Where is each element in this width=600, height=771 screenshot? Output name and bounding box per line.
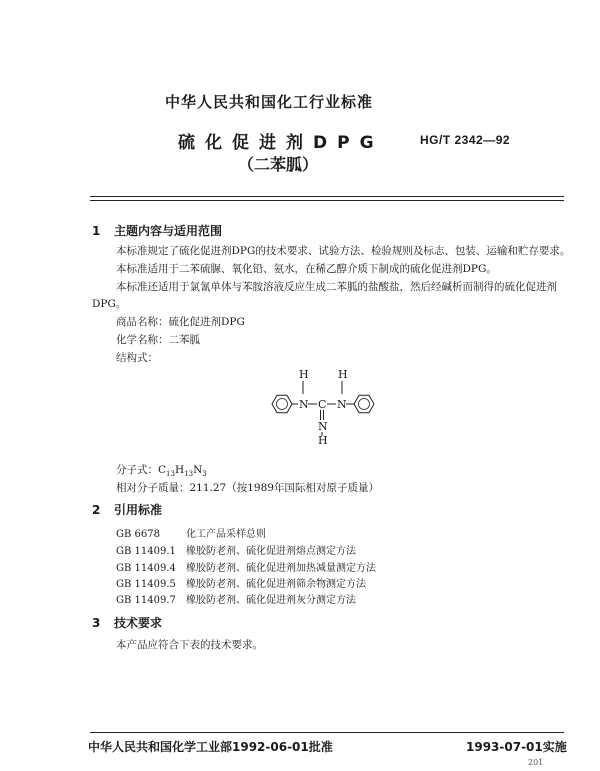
standard-code: HG/T 2342—92	[420, 133, 511, 147]
issuing-authority: 中华人民共和国化学工业部1992-06-01批准	[88, 740, 333, 754]
formula-c-sub: 13	[166, 470, 175, 479]
reference-item	[116, 591, 356, 606]
section-1-paragraph-3-continued: DPG。	[92, 298, 127, 310]
section-1-paragraph-1: 本标准规定了硫化促进剂DPG的技术要求、试验方法、检验规则及标志、包装、运输和贮存要求。	[116, 245, 571, 257]
section-1-paragraph-2: 本标准适用于二苯硫脲、氧化铅、氨水，在稀乙醇介质下制成的硫化促进剂DPG。	[116, 263, 497, 275]
reference-title: 橡胶防老剂、硫化促进剂熔点测定方法	[186, 546, 356, 557]
section-1-paragraph-3: 本标准还适用于氯氰单体与苯胺溶液反应生成二苯胍的盐酸盐，然后经碱析而制得的硫化促进剂	[116, 281, 557, 293]
footer-divider	[90, 732, 564, 733]
section-1-heading	[92, 222, 222, 239]
molecular-formula-prefix: 分子式：	[116, 464, 158, 476]
formula-h-sub: 13	[184, 470, 194, 479]
formula-c: C	[158, 464, 167, 476]
atom-h-bottom: H	[318, 434, 328, 444]
trade-name: 商品名称：硫化促进剂DPG	[116, 316, 245, 328]
reference-title: 橡胶防老剂、硫化促进剂筛余物测定方法	[186, 579, 366, 590]
atom-c: C	[318, 398, 327, 411]
atom-n-left: N	[299, 398, 309, 411]
left-benzene-ring	[272, 395, 292, 412]
reference-title: 橡胶防老剂、硫化促进剂灰分测定方法	[186, 595, 356, 606]
section-3-number: 3	[92, 616, 101, 630]
reference-code: GB 11409.5	[116, 579, 176, 590]
section-3-title: 技术要求	[114, 616, 163, 630]
reference-code: GB 11409.7	[116, 595, 176, 606]
document-subtitle: （二苯胍）	[238, 155, 319, 174]
section-2-title: 引用标准	[114, 503, 163, 517]
chemical-name: 化学名称：二苯胍	[116, 334, 200, 346]
reference-item	[116, 525, 266, 540]
reference-title: 化工产品采样总则	[186, 529, 266, 540]
reference-title: 橡胶防老剂、硫化促进剂加热减量测定方法	[186, 563, 376, 574]
page-number: 201	[528, 758, 544, 767]
reference-code: GB 11409.4	[116, 563, 176, 574]
reference-item	[116, 542, 356, 557]
atom-n-right: N	[337, 398, 347, 411]
formula-h: H	[174, 464, 185, 476]
section-2-heading	[92, 501, 162, 518]
formula-n: N	[193, 464, 203, 476]
reference-item	[116, 575, 366, 590]
atom-h-left: H	[299, 368, 309, 381]
molecular-formula	[116, 462, 207, 478]
structural-formula-label: 结构式：	[116, 352, 158, 364]
header-divider-top	[90, 196, 564, 197]
formula-n-sub: 3	[202, 470, 207, 479]
reference-item	[116, 559, 376, 574]
section-3-paragraph-1: 本产品应符合下表的技术要求。	[116, 639, 263, 651]
document-title: 硫化促进剂DPG	[178, 133, 384, 153]
section-1-title: 主题内容与适用范围	[114, 224, 223, 238]
section-2-number: 2	[92, 503, 101, 517]
ministry-standard-heading: 中华人民共和国化工行业标准	[165, 93, 374, 111]
atom-n-bottom: N	[318, 420, 328, 433]
reference-code: GB 11409.1	[116, 546, 176, 557]
right-benzene-ring	[354, 395, 374, 412]
molecular-mass: 相对分子质量：211.27（按1989年国际相对原子质量）	[116, 482, 379, 494]
structural-formula-diagram	[262, 364, 392, 444]
header-divider-bottom	[90, 200, 564, 201]
reference-code: GB 6678	[116, 529, 160, 540]
effective-date: 1993-07-01实施	[466, 740, 567, 754]
atom-h-right: H	[338, 368, 348, 381]
section-3-heading	[92, 614, 162, 631]
section-1-number: 1	[92, 224, 101, 238]
